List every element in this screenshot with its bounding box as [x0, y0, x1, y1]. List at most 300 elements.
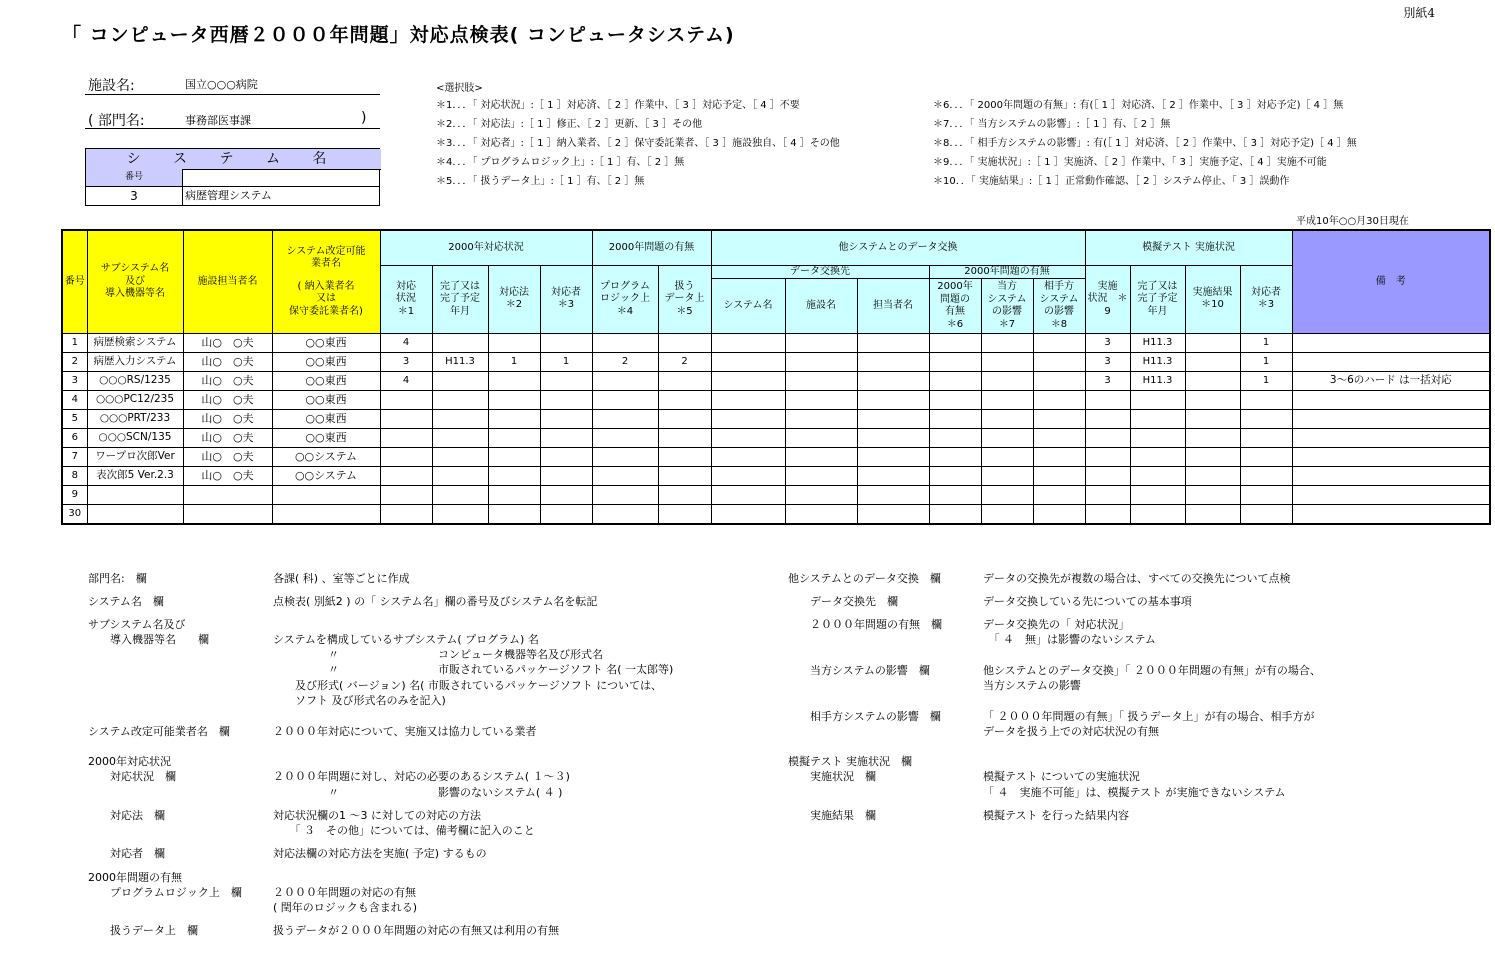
- row-mock-responder: [1240, 391, 1292, 410]
- table-row: [62, 486, 1490, 505]
- row-sysname: [711, 448, 785, 467]
- row-other-impact: [1033, 334, 1085, 353]
- note-text: 「 ４ 実施不可能」は、模擬テスト が実施できないシステム: [983, 786, 1286, 799]
- row-status: 3: [380, 353, 432, 372]
- row-sysname: [711, 372, 785, 391]
- row-other-impact: [1033, 448, 1085, 467]
- row-y2k-presence: [929, 353, 981, 372]
- row-data: [658, 334, 711, 353]
- row-own-impact: [981, 353, 1033, 372]
- note-label: システム名 欄: [88, 595, 164, 608]
- note-text: データ交換先の「 対応状況」: [983, 618, 1130, 631]
- row-mock-completed: [1130, 505, 1185, 525]
- row-subsystem: ○○○PC12/235: [87, 391, 183, 410]
- row-completed: [432, 467, 488, 486]
- row-data: [658, 505, 711, 525]
- note-label: 対応状況 欄: [88, 770, 176, 783]
- row-data: [658, 429, 711, 448]
- row-contact: [857, 448, 929, 467]
- option-3: ＊3．．．「 対応者」:［ 1 ］納入業者、［ 2 ］保守委託業者、［ 3 ］施設独自、［ 4 ］その他: [436, 138, 840, 149]
- row-completed: [432, 429, 488, 448]
- row-data: [658, 467, 711, 486]
- options-heading: <選択肢>: [436, 83, 483, 94]
- note-label: 実施結果 欄: [788, 809, 876, 822]
- option-4: ＊4．．．「 プログラムロジック上」:［ 1 ］有、［ 2 ］無: [436, 157, 685, 168]
- row-other-impact: [1033, 391, 1085, 410]
- note-text: 他システムとのデータ交換」「 ２０００年問題の有無」が有の場合、: [983, 664, 1321, 677]
- row-status: 4: [380, 372, 432, 391]
- note-label: プログラムロジック上 欄: [88, 886, 242, 899]
- note-label: 2000年問題の有無: [88, 871, 182, 884]
- row-remarks: [1292, 448, 1490, 467]
- row-vendor: ○○東西: [272, 353, 380, 372]
- row-number: 3: [62, 372, 87, 391]
- row-mock-responder: [1240, 505, 1292, 525]
- row-mock-responder: 1: [1240, 334, 1292, 353]
- row-vendor: ○○東西: [272, 410, 380, 429]
- row-other-impact: [1033, 429, 1085, 448]
- header-person: 施設担当者名: [183, 230, 272, 334]
- row-status: [380, 410, 432, 429]
- row-person: 山○ ○夫: [183, 410, 272, 429]
- row-sysname: [711, 505, 785, 525]
- row-y2k-presence: [929, 429, 981, 448]
- row-number: 5: [62, 410, 87, 429]
- header-data: 扱う データ上 ＊5: [658, 265, 711, 334]
- row-contact: [857, 429, 929, 448]
- header-completed: 完了又は 完了予定 年月: [432, 265, 488, 334]
- row-y2k-presence: [929, 486, 981, 505]
- row-person: 山○ ○夫: [183, 429, 272, 448]
- note-label: 部門名: 欄: [88, 572, 147, 585]
- row-program: [592, 334, 658, 353]
- header-facility: 施設名: [785, 279, 857, 334]
- row-program: [592, 391, 658, 410]
- row-contact: [857, 486, 929, 505]
- row-responder: [540, 410, 592, 429]
- note-text: 模擬テスト を行った結果内容: [983, 809, 1130, 822]
- table-row: [62, 372, 1490, 391]
- table-row: [62, 334, 1490, 353]
- header-exchange-dest: データ交換先: [711, 265, 929, 279]
- row-remarks: [1292, 334, 1490, 353]
- note-text: 〃 市販されているパッケージソフト 名( 一太郎等): [273, 663, 674, 676]
- header-mock-completed: 完了又は 完了予定 年月: [1130, 265, 1185, 334]
- row-number: 4: [62, 391, 87, 410]
- row-completed: [432, 410, 488, 429]
- row-method: [488, 429, 540, 448]
- row-data: [658, 372, 711, 391]
- system-name-box: [85, 148, 380, 206]
- row-own-impact: [981, 334, 1033, 353]
- row-person: [183, 486, 272, 505]
- row-method: 1: [488, 353, 540, 372]
- row-mock-responder: [1240, 448, 1292, 467]
- row-responder: [540, 467, 592, 486]
- note-text: 及び形式( バージョン) 名( 市販されているパッケージソフト については、: [273, 679, 662, 692]
- row-own-impact: [981, 486, 1033, 505]
- row-own-impact: [981, 410, 1033, 429]
- row-subsystem: [87, 486, 183, 505]
- header-subsystem: サブシステム名 及び 導入機器等名: [87, 230, 183, 334]
- note-label: 実施状況 欄: [788, 770, 876, 783]
- row-subsystem: 表次郎5 Ver.2.3: [87, 467, 183, 486]
- row-program: [592, 372, 658, 391]
- row-own-impact: [981, 372, 1033, 391]
- header-remarks: 備 考: [1292, 230, 1490, 334]
- header-contact: 担当者名: [857, 279, 929, 334]
- row-completed: H11.3: [432, 353, 488, 372]
- table-row: [62, 429, 1490, 448]
- row-remarks: [1292, 429, 1490, 448]
- row-data: [658, 391, 711, 410]
- row-impl-status: 3: [1085, 353, 1130, 372]
- row-completed: [432, 334, 488, 353]
- header-responder: 対応者 ＊3: [540, 265, 592, 334]
- row-responder: [540, 334, 592, 353]
- row-responder: [540, 448, 592, 467]
- row-completed: [432, 505, 488, 525]
- facility-value: 国立○○○病院: [185, 78, 258, 91]
- header-exchange-y2k: 2000年問題の有無: [929, 265, 1085, 279]
- row-responder: [540, 505, 592, 525]
- row-mock-completed: [1130, 410, 1185, 429]
- row-status: [380, 391, 432, 410]
- table-row: [62, 410, 1490, 429]
- row-program: [592, 486, 658, 505]
- row-contact: [857, 372, 929, 391]
- option-1: ＊1．．．「 対応状況」:［ 1 ］対応済、［ 2 ］作業中、［ 3 ］対応予定、［ 4 ］不要: [436, 100, 800, 111]
- note-text: ( 閏年のロジックも含まれる): [273, 901, 418, 914]
- note-text: データの交換先が複数の場合は、すべての交換先について点検: [983, 572, 1291, 585]
- note-text: 〃 コンピュータ機器等名及び形式名: [273, 648, 603, 661]
- row-result: [1185, 467, 1240, 486]
- row-remarks: [1292, 486, 1490, 505]
- table-row: [62, 467, 1490, 486]
- row-vendor: ○○システム: [272, 448, 380, 467]
- row-other-impact: [1033, 486, 1085, 505]
- row-mock-responder: 1: [1240, 372, 1292, 391]
- row-facility: [785, 505, 857, 525]
- header-program-logic: プログラム ロジック上 ＊4: [592, 265, 658, 334]
- row-person: 山○ ○夫: [183, 372, 272, 391]
- row-impl-status: [1085, 391, 1130, 410]
- row-own-impact: [981, 505, 1033, 525]
- header-impl-status: 実施 状況 ＊ 9: [1085, 265, 1130, 334]
- row-other-impact: [1033, 467, 1085, 486]
- row-impl-status: [1085, 429, 1130, 448]
- header-sysname: システム名: [711, 279, 785, 334]
- row-mock-completed: H11.3: [1130, 353, 1185, 372]
- check-table: [61, 229, 1491, 525]
- table-row: [62, 505, 1490, 525]
- row-y2k-presence: [929, 334, 981, 353]
- row-person: 山○ ○夫: [183, 391, 272, 410]
- note-label: 2000年対応状況: [88, 755, 171, 768]
- option-7: ＊7．．．「 当方システムの影響」:［ 1 ］有、［ 2 ］無: [933, 119, 1171, 130]
- header-exchange: 他システムとのデータ交換: [711, 230, 1085, 265]
- row-sysname: [711, 391, 785, 410]
- row-status: [380, 505, 432, 525]
- row-responder: [540, 391, 592, 410]
- note-text: 対応法欄の対応方法を実施( 予定) するもの: [273, 847, 487, 860]
- row-own-impact: [981, 429, 1033, 448]
- note-text: ２０００年対応について、実施又は協力している業者: [273, 725, 537, 738]
- row-status: [380, 467, 432, 486]
- row-program: 2: [592, 353, 658, 372]
- row-mock-completed: [1130, 391, 1185, 410]
- row-number: 7: [62, 448, 87, 467]
- row-subsystem: ○○○SCN/135: [87, 429, 183, 448]
- note-text: ソフト 及び形式名のみを記入): [273, 694, 446, 707]
- row-subsystem: ○○○RS/1235: [87, 372, 183, 391]
- table-row: [62, 353, 1490, 372]
- row-sysname: [711, 486, 785, 505]
- note-text: 「 ４ 無」は影響のないシステム: [983, 633, 1156, 646]
- note-label: システム改定可能業者名 欄: [88, 725, 230, 738]
- row-y2k-presence: [929, 391, 981, 410]
- row-impl-status: 3: [1085, 334, 1130, 353]
- note-text: 対応状況欄の1 ～3 に対しての対応の方法: [273, 809, 481, 822]
- row-responder: 1: [540, 353, 592, 372]
- row-subsystem: 病歴入力システム: [87, 353, 183, 372]
- row-subsystem: ワープロ次郎Ver: [87, 448, 183, 467]
- row-contact: [857, 334, 929, 353]
- option-2: ＊2．．．「 対応法」:［ 1 ］修正、［ 2 ］更新、［ 3 ］その他: [436, 119, 703, 130]
- option-6: ＊6．．．「 2000年問題の有無」: 有(［ 1 ］対応済、［ 2 ］作業中、［ 3 ］対応予定)［ 4 ］無: [933, 100, 1344, 111]
- row-result: [1185, 334, 1240, 353]
- row-method: [488, 334, 540, 353]
- note-text: データ交換している先についての基本事項: [983, 595, 1192, 608]
- row-completed: [432, 391, 488, 410]
- note-text: 扱うデータが２０００年問題の対応の有無又は利用の有無: [273, 924, 559, 937]
- row-person: [183, 505, 272, 525]
- row-result: [1185, 486, 1240, 505]
- note-text: 模擬テスト についての実施状況: [983, 770, 1140, 783]
- option-8: ＊8．．．「 相手方システムの影響」: 有(［ 1 ］対応済、［ 2 ］作業中、［ 3 ］対応予定)［ 4 ］無: [933, 138, 1357, 149]
- row-program: [592, 505, 658, 525]
- row-remarks: [1292, 410, 1490, 429]
- row-mock-completed: [1130, 467, 1185, 486]
- row-sysname: [711, 353, 785, 372]
- note-text: ２０００年問題に対し、対応の必要のあるシステム( １～３): [273, 770, 570, 783]
- note-label: 他システムとのデータ交換 欄: [788, 572, 941, 585]
- system-number: 3: [86, 187, 183, 205]
- note-text: 各課( 科) 、室等ごとに作成: [273, 572, 410, 585]
- row-data: [658, 448, 711, 467]
- system-name: 病歴管理システム: [185, 189, 272, 202]
- row-facility: [785, 334, 857, 353]
- row-method: [488, 391, 540, 410]
- row-facility: [785, 448, 857, 467]
- row-own-impact: [981, 467, 1033, 486]
- row-facility: [785, 410, 857, 429]
- note-text: ２０００年問題の対応の有無: [273, 886, 416, 899]
- header-method: 対応法 ＊2: [488, 265, 540, 334]
- appendix-label: 別紙4: [1403, 6, 1435, 20]
- row-impl-status: [1085, 467, 1130, 486]
- row-result: [1185, 372, 1240, 391]
- row-mock-responder: [1240, 429, 1292, 448]
- row-data: 2: [658, 353, 711, 372]
- row-vendor: ○○東西: [272, 372, 380, 391]
- row-method: [488, 486, 540, 505]
- note-text: データを扱う上での対応状況の有無: [983, 725, 1159, 738]
- row-vendor: ○○東西: [272, 429, 380, 448]
- row-status: [380, 486, 432, 505]
- row-completed: [432, 486, 488, 505]
- row-method: [488, 467, 540, 486]
- row-y2k-presence: [929, 448, 981, 467]
- row-status: [380, 448, 432, 467]
- row-mock-completed: [1130, 486, 1185, 505]
- row-number: 8: [62, 467, 87, 486]
- note-text: 「 ２０００年問題の有無」「 扱うデータ上」が有の場合、相手方が: [983, 710, 1315, 723]
- option-5: ＊5．．．「 扱うデータ上」:［ 1 ］有、［ 2 ］無: [436, 176, 645, 187]
- row-person: 山○ ○夫: [183, 353, 272, 372]
- row-data: [658, 486, 711, 505]
- header-status: 対応 状況 ＊1: [380, 265, 432, 334]
- row-number: 9: [62, 486, 87, 505]
- row-y2k-presence: [929, 372, 981, 391]
- header-mock-test: 模擬テスト 実施状況: [1085, 230, 1292, 265]
- row-number: 2: [62, 353, 87, 372]
- row-other-impact: [1033, 372, 1085, 391]
- row-vendor: [272, 505, 380, 525]
- note-text: 点検表( 別紙2 ) の「 システム名」欄の番号及びシステム名を転記: [273, 595, 598, 608]
- row-contact: [857, 505, 929, 525]
- row-impl-status: 3: [1085, 372, 1130, 391]
- row-completed: [432, 448, 488, 467]
- row-status: 4: [380, 334, 432, 353]
- row-program: [592, 448, 658, 467]
- facility-label: 施設名:: [88, 78, 135, 94]
- row-mock-responder: [1240, 467, 1292, 486]
- row-responder: [540, 372, 592, 391]
- row-own-impact: [981, 448, 1033, 467]
- row-status: [380, 429, 432, 448]
- row-facility: [785, 467, 857, 486]
- row-data: [658, 410, 711, 429]
- row-remarks: [1292, 391, 1490, 410]
- row-facility: [785, 391, 857, 410]
- note-label: ２０００年問題の有無 欄: [788, 618, 942, 631]
- row-completed: [432, 372, 488, 391]
- row-other-impact: [1033, 353, 1085, 372]
- row-result: [1185, 353, 1240, 372]
- row-sysname: [711, 334, 785, 353]
- row-number: 6: [62, 429, 87, 448]
- row-facility: [785, 353, 857, 372]
- row-responder: [540, 486, 592, 505]
- header-vendor: システム改定可能 業者名 ( 納入業者名 又は 保守委託業者名): [272, 230, 380, 334]
- table-row: [62, 448, 1490, 467]
- row-other-impact: [1033, 410, 1085, 429]
- note-label: サブシステム名及び: [88, 618, 186, 631]
- header-number: 番号: [62, 230, 87, 334]
- row-subsystem: ○○○PRT/233: [87, 410, 183, 429]
- row-result: [1185, 429, 1240, 448]
- note-text: 当方システムの影響: [983, 679, 1081, 692]
- row-vendor: ○○システム: [272, 467, 380, 486]
- row-method: [488, 372, 540, 391]
- note-text: 〃 影響のないシステム( ４ ): [273, 786, 563, 799]
- table-body: [62, 334, 1490, 525]
- header-y2k-status: 2000年対応状況: [380, 230, 592, 265]
- row-y2k-presence: [929, 505, 981, 525]
- row-number: 1: [62, 334, 87, 353]
- department-close: ): [361, 110, 367, 126]
- row-method: [488, 410, 540, 429]
- row-mock-completed: H11.3: [1130, 372, 1185, 391]
- row-impl-status: [1085, 486, 1130, 505]
- row-person: 山○ ○夫: [183, 334, 272, 353]
- header-result: 実施結果 ＊10: [1185, 265, 1240, 334]
- system-name-header: シ ス テ ム 名: [86, 149, 381, 170]
- row-remarks: [1292, 467, 1490, 486]
- note-label: 相手方システムの影響 欄: [788, 710, 941, 723]
- row-mock-completed: [1130, 448, 1185, 467]
- row-subsystem: 病歴検索システム: [87, 334, 183, 353]
- option-9: ＊9．．．「 実施状況」:［ 1 ］実施済、［ 2 ］作業中、「 3 ］実施予定、［ 4 ］実施不可能: [933, 157, 1327, 168]
- row-remarks: [1292, 353, 1490, 372]
- note-text: 「 ３ その他」については、備考欄に記入のこと: [273, 824, 535, 837]
- row-vendor: ○○東西: [272, 334, 380, 353]
- row-impl-status: [1085, 448, 1130, 467]
- row-method: [488, 505, 540, 525]
- row-contact: [857, 391, 929, 410]
- note-text: システムを構成しているサブシステム( プログラム) 名: [273, 633, 539, 646]
- header-mock-responder: 対応者 ＊3: [1240, 265, 1292, 334]
- row-mock-completed: [1130, 429, 1185, 448]
- header-y2k-issue: 2000年問題の有無: [592, 230, 711, 265]
- note-label: データ交換先 欄: [788, 595, 898, 608]
- row-sysname: [711, 410, 785, 429]
- row-sysname: [711, 467, 785, 486]
- row-sysname: [711, 429, 785, 448]
- row-result: [1185, 448, 1240, 467]
- note-label: 対応者 欄: [88, 847, 165, 860]
- header-other-impact: 相手方 システム の影響 ＊8: [1033, 279, 1085, 334]
- note-label: 当方システムの影響 欄: [788, 664, 930, 677]
- row-vendor: ○○東西: [272, 391, 380, 410]
- row-method: [488, 448, 540, 467]
- table-row: [62, 391, 1490, 410]
- row-person: 山○ ○夫: [183, 448, 272, 467]
- row-program: [592, 410, 658, 429]
- row-facility: [785, 372, 857, 391]
- note-label: 対応法 欄: [88, 809, 165, 822]
- row-facility: [785, 429, 857, 448]
- row-result: [1185, 505, 1240, 525]
- row-own-impact: [981, 391, 1033, 410]
- row-other-impact: [1033, 505, 1085, 525]
- system-number-label: 番号: [86, 169, 183, 187]
- department-value: 事務部医事課: [185, 114, 251, 127]
- facility-underline: [85, 94, 380, 95]
- page-title: 「 コンピュータ西暦２０００年問題」対応点検表( コンピュータシステム): [62, 24, 735, 46]
- row-remarks: [1292, 505, 1490, 525]
- header-own-impact: 当方 システム の影響 ＊7: [981, 279, 1033, 334]
- row-responder: [540, 429, 592, 448]
- note-label: 模擬テスト 実施状況 欄: [788, 755, 913, 768]
- header-y2k-presence: 2000年 問題の 有無 ＊6: [929, 279, 981, 334]
- row-vendor: [272, 486, 380, 505]
- row-mock-responder: [1240, 410, 1292, 429]
- row-mock-responder: 1: [1240, 353, 1292, 372]
- row-subsystem: [87, 505, 183, 525]
- row-program: [592, 467, 658, 486]
